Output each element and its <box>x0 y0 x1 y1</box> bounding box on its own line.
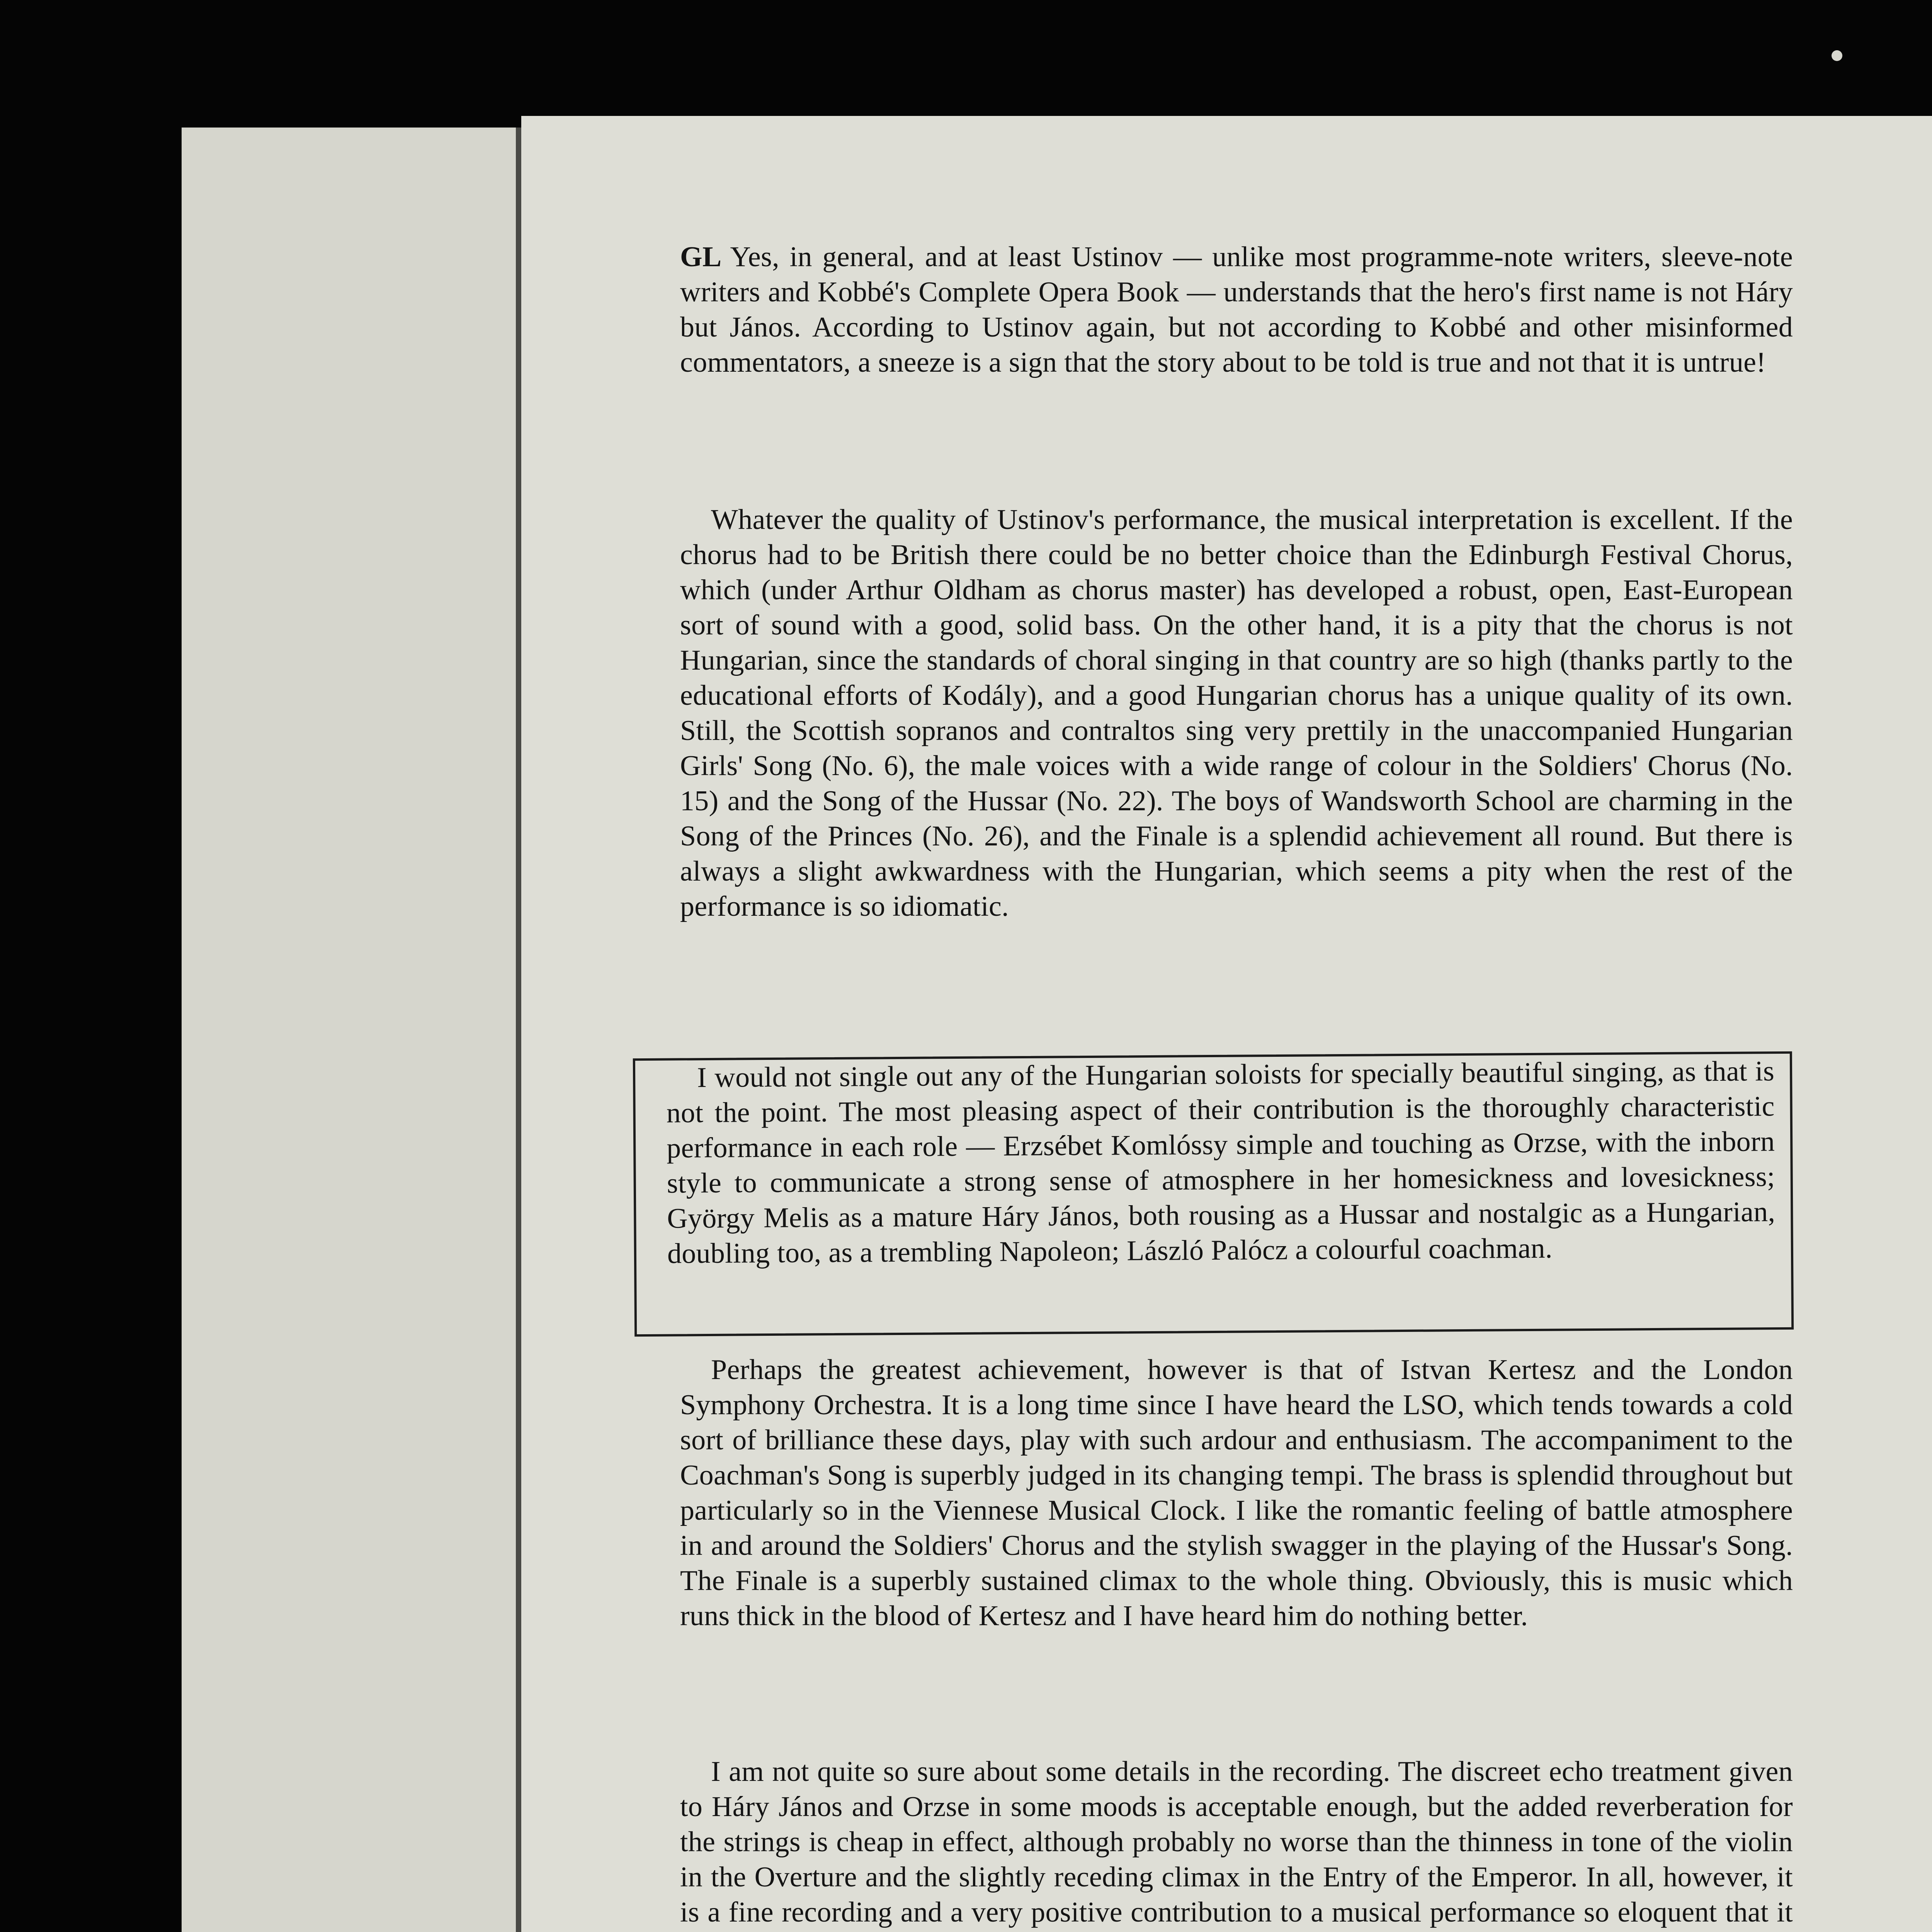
recording-text: I am not quite so sure about some details in the recording. The discreet echo treatment given to Háry János and Orzse in some moods is acceptable enough, but the added reverberation for the strings is cheap in effect, although probably no worse than the thinness in tone of the violin in the Overture and the slightly receding climax in the Entry of the Emperor. In all, however, it is a fine recording and a very positive contribution to a musical performance so eloquent that it <box>680 1756 1793 1928</box>
quality-text: Whatever the quality of Ustinov's performance, the musical interpretation is excellent. If the chorus had to be British there could be no better choice than the Edinburgh Festival Chorus, which (under Arthur Oldham as chorus master) has developed a robust, open, East-European sort of sound with a good, solid bass. On the other hand, it is a pity that the chorus is not Hungarian, since the standards of choral singing in that country are so high (thanks partly to the educational efforts of Kodály), and a good Hungarian chorus has a unique quality of its own. Still, the Scottish sopranos and contraltos sing very prettily in the unaccompanied Hungarian Girls' Song (No. 6), the male voices with a wide range of colour in the Soldiers' Chorus (No. 15) and the Song of the Hussar (No. 22). The boys of Wandsworth School are charming in the Song of the Princes (No. 26), and the Finale is a splendid achievement all round. But there is always a slight awkwardness with the Hungarian, which seems a pity when the rest of the performance is so idiomatic. <box>680 504 1793 922</box>
film-speck <box>1832 50 1842 61</box>
left-page <box>182 128 522 1932</box>
soloists-text: I would not single out any of the Hungarian soloists for specially beautiful singing, as that is not the point. The most pleasing aspect of their contribution is the thoroughly characteristic performance in each role — Erzsébet Komlóssy simple and touching as Orzse, with the inborn style to communicate a strong sense of atmosphere in her homesickness and lovesickness; György Melis as a mature Háry János, both rousing as a Hussar and nostalgic as a Hungarian, doubling too, as a trembling Napoleon; László Palócz a colourful coachman. <box>666 1055 1776 1270</box>
lso-text: Perhaps the greatest achievement, however is that of Istvan Kertesz and the London Symphony Orchestra. It is a long time since I have heard the LSO, which tends towards a cold sort of brilliance these days, play with such ardour and enthusiasm. The accompaniment to the Coachman's Song is superbly judged in its changing tempi. The brass is splendid throughout but particularly so in the Viennese Musical Clock. I like the romantic feeling of battle atmosphere in and around the Soldiers' Chorus and the stylish swagger in the playing of the Hussar's Song. The Finale is a superbly sustained climax to the whole thing. Obviously, this is music which runs thick in the blood of Kertesz and I have heard him do nothing better. <box>680 1354 1793 1632</box>
page-gutter <box>516 128 521 1932</box>
gl-answer-text: Yes, in general, and at least Ustinov — unlike most programme-note writers, sleeve-note writers and Kobbé's Complete Opera Book — understands that the hero's first name is not Háry but János. According to Ustinov again, but not according to Kobbé and other misinformed commentators, a sneeze is a sign that the story about to be told is true and not that it is untrue! <box>680 241 1793 378</box>
boxed-soloists-paragraph <box>633 1051 1794 1337</box>
recording-paragraph <box>680 1754 1793 1932</box>
gl-answer-paragraph <box>680 240 1793 380</box>
speaker-label: GL <box>680 241 722 273</box>
quality-paragraph <box>680 502 1793 924</box>
lso-paragraph <box>680 1352 1793 1634</box>
article-page <box>521 116 1932 1932</box>
